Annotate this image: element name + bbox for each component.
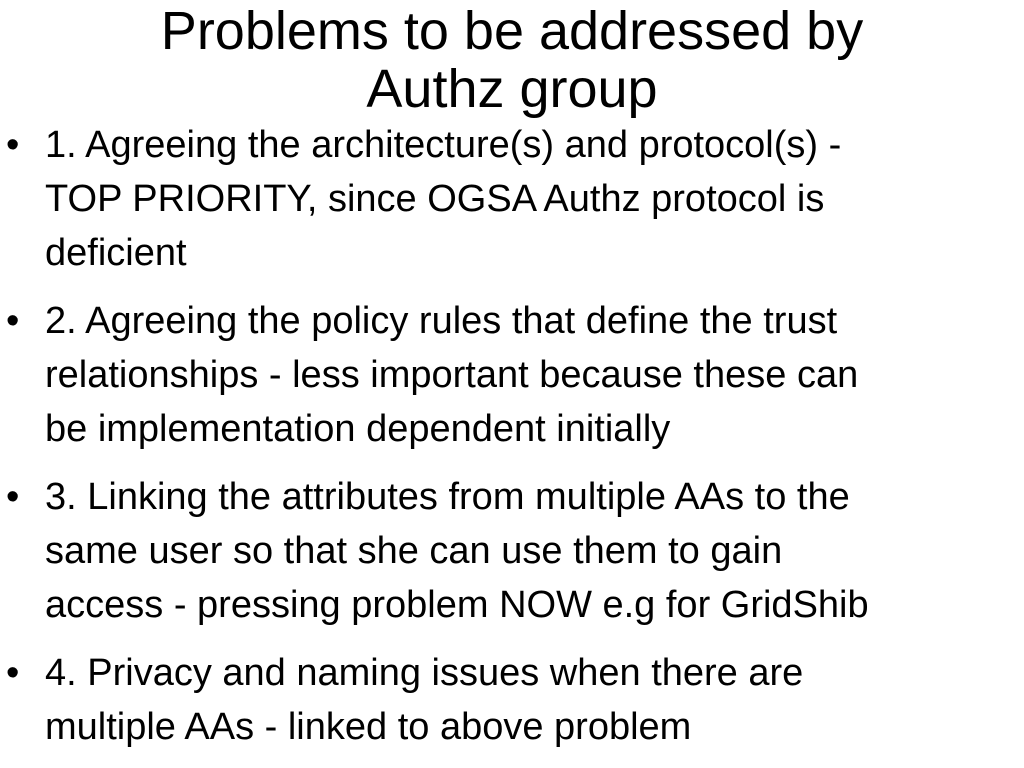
bullet-2-line-3: be implementation dependent initially — [45, 408, 671, 450]
bullet-marker: • — [6, 300, 20, 342]
bullet-marker: • — [6, 476, 20, 518]
bullet-3-line-3: access - pressing problem NOW e.g for GridShib — [45, 584, 869, 626]
bullet-list — [0, 118, 1024, 768]
bullet-3-line-2: same user so that she can use them to gain — [45, 530, 783, 572]
bullet-2-line-2: relationships - less important because these can — [45, 354, 859, 396]
slide-title-line-2: Authz group — [366, 59, 658, 119]
bullet-item-3 — [0, 470, 1024, 632]
bullet-item-2 — [0, 294, 1024, 456]
bullet-item-4 — [0, 646, 1024, 754]
bullet-4-line-1: 4. Privacy and naming issues when there are — [45, 652, 804, 694]
bullet-3-line-1: 3. Linking the attributes from multiple AAs to the — [45, 476, 850, 518]
bullet-1-line-3: deficient — [45, 232, 187, 274]
bullet-item-1 — [0, 118, 1024, 280]
bullet-1-line-2: TOP PRIORITY, since OGSA Authz protocol is — [45, 178, 825, 220]
bullet-marker: • — [6, 652, 20, 694]
bullet-1-line-1: 1. Agreeing the architecture(s) and protocol(s) - — [45, 124, 842, 166]
slide-title-line-1: Problems to be addressed by — [160, 1, 864, 61]
bullet-marker: • — [6, 124, 20, 166]
bullet-2-line-1: 2. Agreeing the policy rules that define the trust — [45, 300, 838, 342]
slide-title — [0, 2, 1024, 118]
bullet-4-line-2: multiple AAs - linked to above problem — [45, 706, 692, 748]
